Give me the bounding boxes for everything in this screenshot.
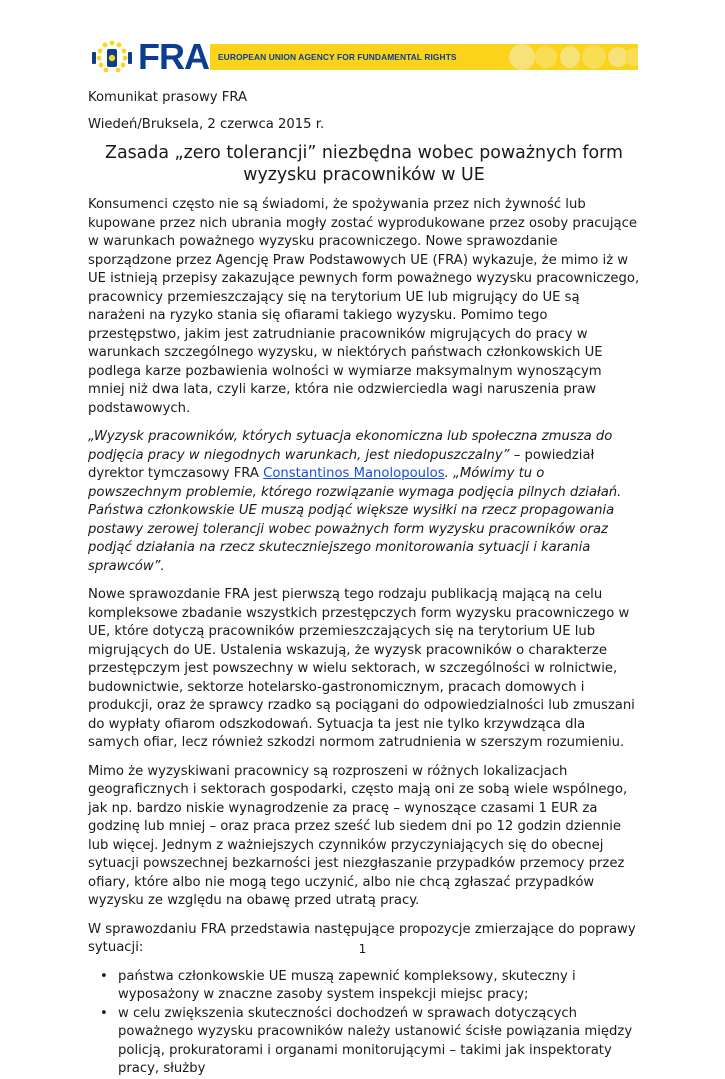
- page-number: 1: [358, 942, 367, 956]
- page-title: Zasada „zero tolerancji” niezbędna wobec poważnych form wyzysku pracowników w UE: [105, 143, 623, 185]
- list-item: • państwa członkowskie UE muszą zapewnić kompleksowy, skuteczny i wyposażony w znaczne zasoby system inspekcji miejsc pracy;: [118, 968, 640, 1005]
- press-label: Komunikat prasowy FRA: [88, 90, 247, 105]
- fra-header: [88, 38, 638, 76]
- paragraph-findings: Nowe sprawozdanie FRA jest pierwszą tego rodzaju publikacją mającą na celu kompleksowe zbadanie wszystkich przestępczych form wyzysku pracowniczego w UE, które dotyczą pracowników przemieszczających się na terytorium UE lub migrujących do UE. Ustalenia wskazują, że wyzysk pracowników o charakterze przestępczym jest powszechny w wielu sektorach, w szczególności w rolnictwie, budownictwie, sektorze hotelarsko-gastronomicznym, pracach domowych i produkcji, oraz że sprawcy rzadko są pociągani do odpowiedzialności lub zmuszani do wypłaty ofiarom odszkodowań. Sytuacja ta jest nie tylko krzywdząca dla samych ofiar, lecz również szkodzi normom zatrudnienia w szerszym rozumieniu.: [88, 587, 635, 750]
- quote-text-1: „Wyzysk pracowników, których sytuacja ekonomiczna lub społeczna zmusza do podjęcia pracy w niegodnych warunkach, jest niedopuszczalny”: [88, 429, 613, 463]
- list-item: • w celu zwiększenia skuteczności dochodzeń w sprawach dotyczących poważnego wyzysku pracowników należy ustanowić ścisłe powiązania między policją, prokuratorami i organami monitorującymi – takimi jak inspektoraty pracy, służby: [118, 1005, 640, 1079]
- paragraph-quote: [88, 428, 640, 576]
- banner-text: EUROPEAN UNION AGENCY FOR FUNDAMENTAL RIGHTS: [218, 52, 457, 62]
- paragraph-intro: Konsumenci często nie są świadomi, że spożywania przez nich żywność lub kupowane przez nich ubrania mogły zostać wyprodukowane przez osoby pracujące w warunkach poważnego wyzysku pracowniczego. Nowe sprawozdanie sporządzone przez Agencję Praw Podstawowych UE (FRA) wykazuje, że mimo iż w UE istnieją przepisy zakazujące pewnych form poważnego wyzysku pracowniczego, pracownicy przemieszczający się na terytorium UE lub migrujący do UE są narażeni na ryzyko stania się ofiarami takiego wyzysku. Pomimo tego przestępstwo, jakim jest zatrudnianie pracowników migrujących do pracy w warunkach szczególnego wyzysku, w niektórych państwach członkowskich UE podlega karze pozbawienia wolności w wymiarze maksymalnym wynoszącym mniej niż dwa lata, czyli karze, która nie odzwierciedla wagi naruszenia praw podstawowych.: [88, 197, 640, 416]
- eu-stars-logo-icon: [88, 38, 136, 76]
- dateline: Wiedeń/Bruksela, 2 czerwca 2015 r.: [88, 116, 325, 132]
- agency-banner: [210, 44, 638, 70]
- proposals-list: [88, 968, 640, 1079]
- fra-logo-text: FRA: [138, 36, 209, 77]
- quote-text-2: . „Mówimy tu o powszechnym problemie, którego rozwiązanie wymaga podjęcia pilnych działań. Państwa członkowskie UE muszą podjąć większe wysiłki na rzecz propagowania postawy zerowej tolerancji wobec poważnych form wyzysku pracowników oraz podjąć działania na rzecz skuteczniejszego monitorowania sytuacji i karania sprawców”.: [88, 466, 622, 574]
- director-name-link[interactable]: Constantinos Manolopoulos: [263, 466, 445, 481]
- press-release-body: [88, 89, 640, 1079]
- paragraph-workers: Mimo że wyzyskiwani pracownicy są rozproszeni w różnych lokalizacjach geograficznych i sektorach gospodarki, często mają oni ze sobą wiele wspólnego, jak np. bardzo niskie wynagrodzenie za pracę – wynoszące czasami 1 EUR za godzinę lub mniej – oraz praca przez sześć lub siedem dni po 12 godzin dziennie lub więcej. Jednym z ważniejszych czynników przyczyniających się do obecnej sytuacji powszechnej bezkarności jest niezgłaszanie przypadków przemocy przez ofiary, które albo nie mogą tego uczynić, albo nie chcą zgłaszać przypadków wyzysku ze względu na obawę przed utratą pracy.: [88, 763, 628, 908]
- paragraph-proposals: W sprawozdaniu FRA przedstawia następujące propozycje zmierzające do poprawy sytuacji:: [88, 921, 636, 955]
- quote-attribution: – powiedział dyrektor tymczasowy FRA: [88, 447, 595, 481]
